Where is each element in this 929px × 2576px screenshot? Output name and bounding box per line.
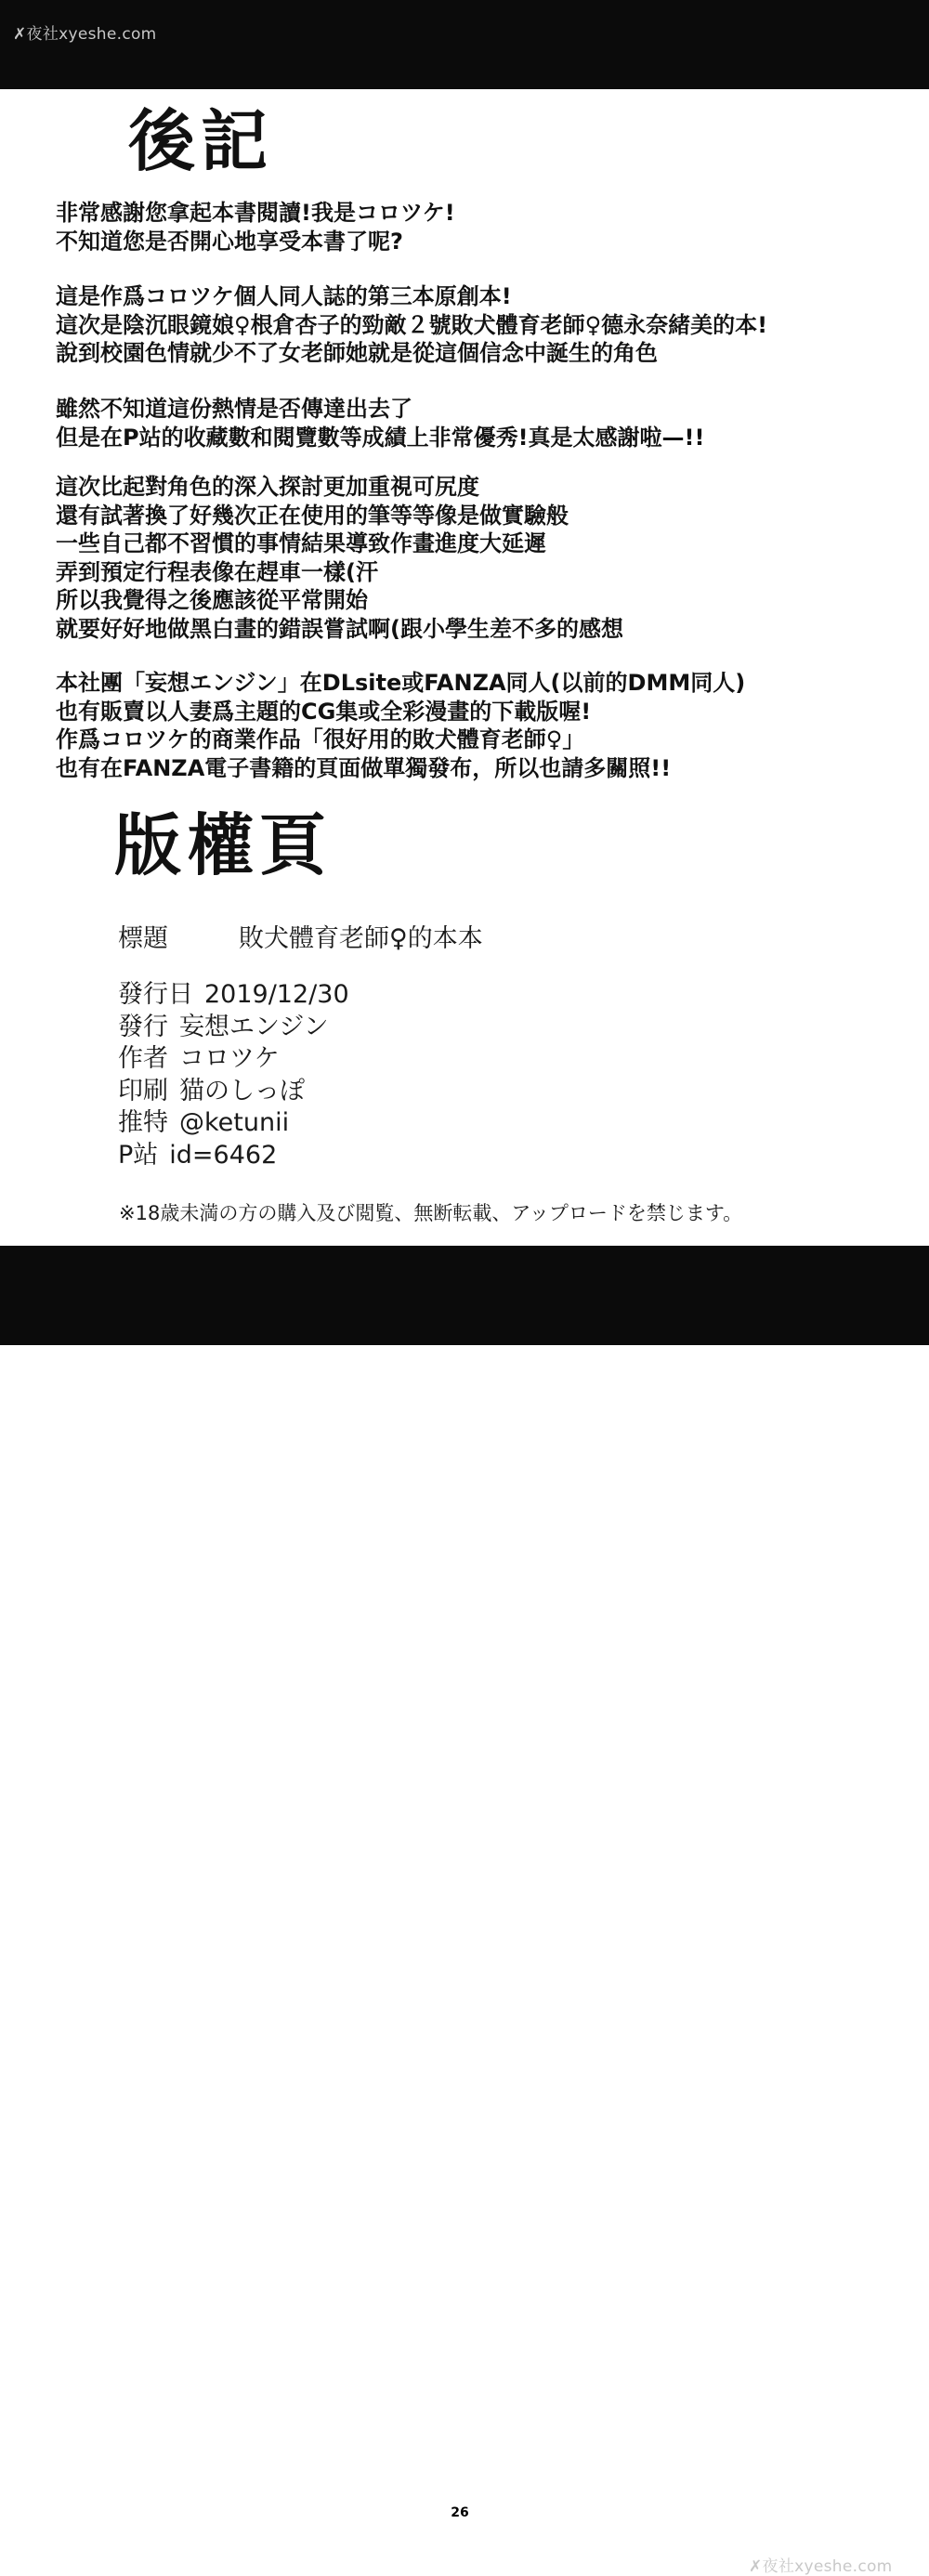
text-line: 也有販賣以人妻爲主題的CG集或全彩漫畫的下載版喔!: [56, 698, 592, 725]
colophon-row-twitter: [118, 1107, 349, 1140]
row-label: P站: [118, 1140, 159, 1170]
colophon-heading: 版權頁: [114, 806, 333, 884]
colophon-row-author: [118, 1043, 349, 1076]
top-black-bar: [0, 0, 929, 89]
age-restriction-notice: ※18歳未満の方の購入及び閲覧、無断転載、アップロードを禁じます。: [119, 1202, 743, 1224]
text-line: 本社團「妄想エンジン」在DLsite或FANZA同人(以前的DMM同人): [56, 670, 746, 696]
afterword-paragraph-5: [56, 669, 745, 782]
bottom-black-bar: [0, 1246, 929, 2576]
row-value: 2019/12/30: [204, 980, 349, 1009]
colophon-title-row: [118, 923, 483, 956]
text-line: 弄到預定行程表像在趕車一樣(汗: [56, 558, 378, 585]
text-line: 就要好好地做黑白畫的錯誤嘗試啊(跟小學生差不多的感想: [56, 615, 623, 642]
text-line: 這次比起對角色的深入探討更加重視可尻度: [56, 474, 479, 500]
colophon-row-date: [118, 979, 349, 1012]
row-value: コロツケ: [179, 1044, 280, 1073]
row-label: 發行: [118, 1012, 168, 1041]
colophon-title-label: 標題: [118, 924, 168, 953]
row-value: id=6462: [169, 1140, 278, 1170]
text-line: 也有在FANZA電子書籍的頁面做單獨發布，所以也請多關照!!: [56, 754, 672, 781]
text-line: 所以我覺得之後應該從平常開始: [56, 587, 368, 613]
colophon-title-value: 敗犬體育老師♀的本本: [239, 924, 483, 953]
colophon-row-printer: [118, 1076, 349, 1108]
row-label: 發行日: [118, 980, 193, 1009]
text-line: 這次是陰沉眼鏡娘♀根倉杏子的勁敵２號敗犬體育老師♀德永奈緒美的本!: [56, 311, 768, 338]
afterword-paragraph-3: [56, 395, 704, 451]
text-line: 說到校園色情就少不了女老師她就是從這個信念中誕生的角色: [56, 340, 658, 366]
page-number: 26: [447, 2502, 473, 2524]
row-label: 作者: [118, 1044, 168, 1073]
row-value: @ketunii: [179, 1108, 290, 1137]
row-value: 猫のしっぽ: [179, 1076, 305, 1105]
text-line: 但是在P站的收藏數和閱覽數等成績上非常優秀!真是太感謝啦—!!: [56, 424, 705, 451]
text-line: 這是作爲コロツケ個人同人誌的第三本原創本!: [56, 283, 512, 309]
row-value: 妄想エンジン: [179, 1012, 329, 1041]
text-line: 不知道您是否開心地享受本書了呢?: [56, 228, 403, 255]
afterword-heading: 後記: [128, 102, 274, 180]
text-line: 還有試著換了好幾次正在使用的筆等等像是做實驗般: [56, 502, 569, 529]
text-line: 作爲コロツケ的商業作品「很好用的敗犬體育老師♀」: [56, 726, 585, 752]
colophon-info: [118, 979, 349, 1171]
watermark-bottom: ✗夜社xyeshe.com: [749, 2557, 893, 2576]
text-line: 雖然不知道這份熱情是否傳達出去了: [56, 396, 412, 422]
row-label: 推特: [118, 1108, 168, 1137]
afterword-paragraph-1: [56, 199, 455, 255]
afterword-paragraph-4: [56, 473, 623, 643]
colophon-row-pixiv: [118, 1140, 349, 1172]
watermark-top: ✗夜社xyeshe.com: [13, 25, 157, 44]
text-line: 一些自己都不習慣的事情結果導致作畫進度大延遲: [56, 530, 546, 556]
colophon-row-publisher: [118, 1012, 349, 1044]
afterword-paragraph-2: [56, 282, 767, 368]
text-line: 非常感謝您拿起本書閱讀!我是コロツケ!: [56, 200, 455, 226]
row-label: 印刷: [118, 1076, 168, 1105]
